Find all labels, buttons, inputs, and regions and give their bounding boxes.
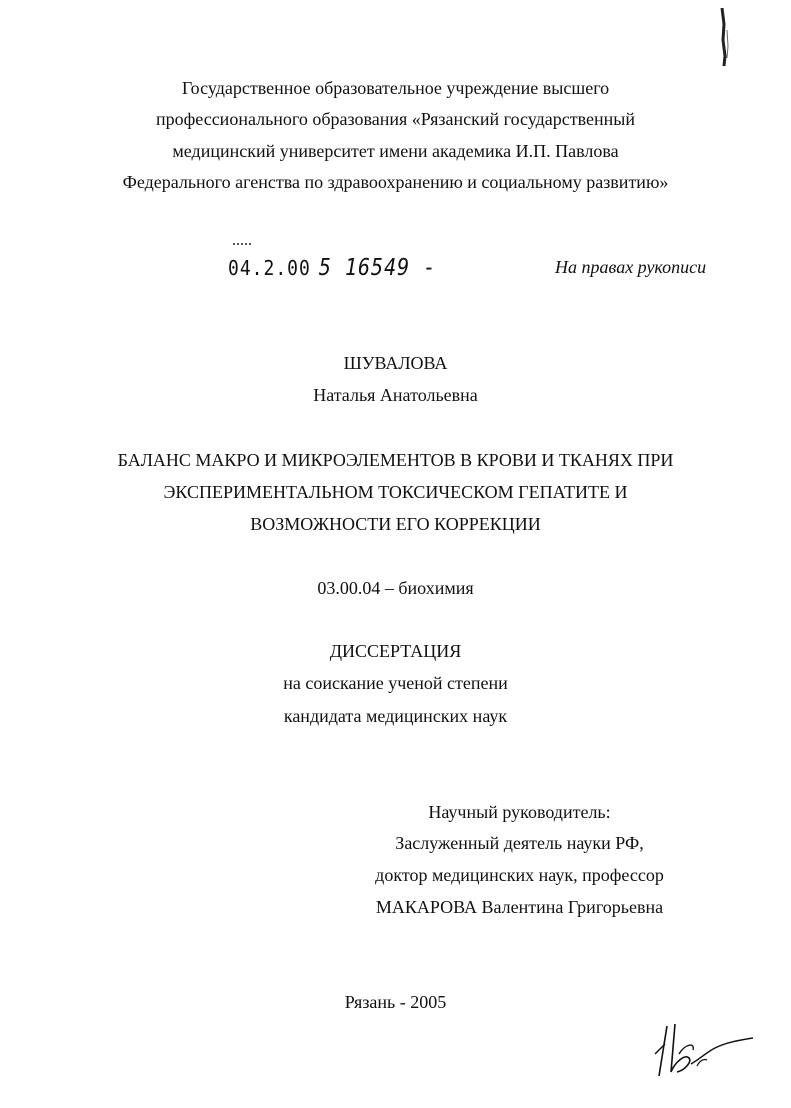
place-year: Рязань - 2005 [344, 992, 447, 1012]
supervisor-degree: доктор медицинских наук, профессор [375, 865, 664, 885]
institution-line-4: Федерального агенства по здравоохранению и социальному развитию» [122, 172, 669, 192]
manuscript-note: На правах рукописи [555, 257, 707, 277]
work-type-heading: ДИССЕРТАЦИЯ [329, 641, 462, 661]
supervisor-honor: Заслуженный деятель науки РФ, [395, 833, 644, 853]
institution-line-3: медицинский университет имени академика И.П. Павлова [172, 141, 619, 161]
specialty: 03.00.04 – биохимия [317, 578, 474, 598]
author-surname: ШУВАЛОВА [343, 353, 448, 373]
title-line-1: БАЛАНС МАКРО И МИКРОЭЛЕМЕНТОВ В КРОВИ И ТКАНЯХ ПРИ [117, 450, 674, 470]
registration-stamp [228, 252, 436, 284]
author-given-names: Наталья Анатольевна [313, 385, 478, 405]
registration-code-prefix: 04.2.00 [228, 256, 311, 281]
title-line-2: ЭКСПЕРИМЕНТАЛЬНОМ ТОКСИЧЕСКОМ ГЕПАТИТЕ И [163, 482, 628, 502]
signature [645, 1018, 757, 1080]
work-type-line-1: на соискание ученой степени [283, 673, 508, 693]
title-line-3: ВОЗМОЖНОСТИ ЕГО КОРРЕКЦИИ [250, 514, 541, 534]
institution-line-2: профессионального образования «Рязанский государственный [155, 109, 636, 129]
registration-code-number: 5 16549 - [318, 253, 437, 281]
supervisor-label: Научный руководитель: [428, 802, 611, 822]
institution-line-1: Государственное образовательное учреждение высшего [181, 78, 610, 98]
work-type-line-2: кандидата медицинских наук [283, 706, 508, 726]
scan-edge-mark [718, 6, 732, 68]
supervisor-name: МАКАРОВА Валентина Григорьевна [375, 897, 664, 917]
stamp-dots [233, 243, 251, 249]
